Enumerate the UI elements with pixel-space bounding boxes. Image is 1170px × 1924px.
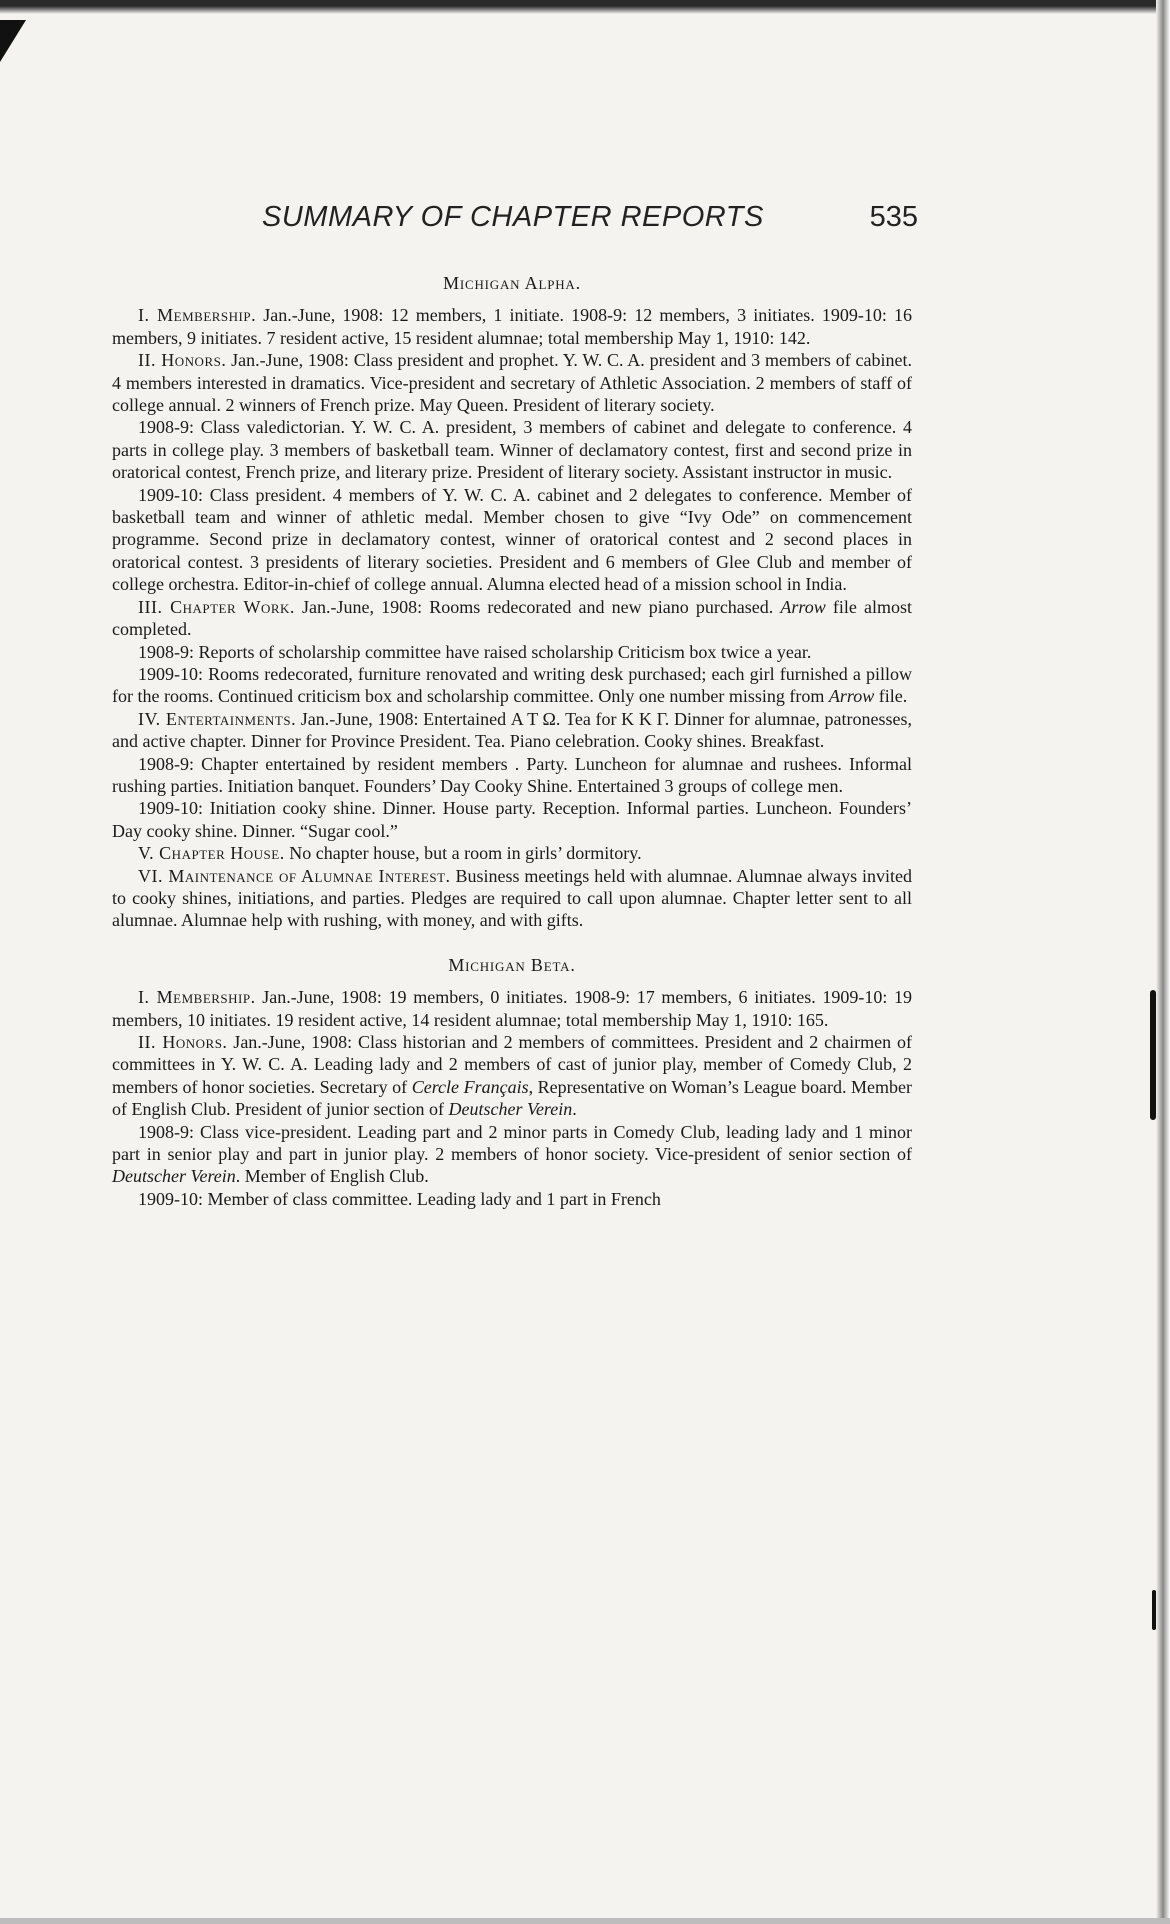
paragraph-text: Business meetings held with alumnae. Alumnae always invited to cooky shines, initiations, and parties. Pledges are required to call upon alumnae. Chapter letter sent to all alumnae. Alumnae help with rushing, with money, and with gifts. bbox=[112, 865, 913, 931]
scan-corner-mark bbox=[0, 20, 26, 62]
paragraph-text: 1908-9: Reports of scholarship committee have raised scholarship Criticism box twice a year. bbox=[138, 641, 812, 662]
page-bottom-edge bbox=[0, 1918, 1170, 1924]
paragraph bbox=[112, 1121, 912, 1188]
paragraph-text: file. bbox=[874, 686, 908, 707]
paragraph bbox=[112, 753, 912, 798]
paragraph-text: 1908-9: Chapter entertained by resident members . Party. Luncheon for alumnae and rushees. Informal rushing parties. Initiation banquet. Founders’ Day Cooky Shine. Entertained 3 groups of college men. bbox=[112, 753, 912, 796]
paragraph bbox=[112, 349, 912, 416]
paragraph-text: Jan.-June, 1908: Rooms redecorated and new piano purchased. bbox=[294, 596, 781, 617]
paragraph-text: Jan.-June, 1908: 12 members, 1 initiate. 1908-9: 12 members, 3 initiates. 1909-10: 16 members, 9 initiates. 7 resident active, 15 resident alumnae; total membership May 1, 1910: 142. bbox=[112, 305, 913, 348]
paragraph bbox=[112, 1031, 912, 1121]
paragraph-label: I. Membership. bbox=[138, 987, 256, 1008]
page-header bbox=[262, 201, 918, 241]
italic-title: Arrow bbox=[780, 596, 826, 617]
running-head: SUMMARY OF CHAPTER REPORTS bbox=[262, 201, 764, 233]
page-number: 535 bbox=[869, 201, 918, 233]
scan-top-shadow bbox=[0, 0, 1170, 30]
paragraph bbox=[112, 842, 912, 864]
paragraph bbox=[112, 641, 912, 663]
italic-title: Cercle Français bbox=[411, 1076, 529, 1097]
paragraph-text: Jan.-June, 1908: Entertained Α Τ Ω. Tea for Κ Κ Γ. Dinner for alumnae, patronesses, and active chapter. Dinner for Province President. Tea. Piano celebration. Cooky shines. Breakfast. bbox=[112, 708, 912, 752]
paragraph-text: 1909-10: Rooms redecorated, furniture renovated and writing desk purchased; each girl furnished a pillow for the rooms. Continued criticism box and scholarship committee. Only one number missing from bbox=[112, 663, 912, 707]
paragraph bbox=[112, 304, 912, 349]
paragraph-text: Jan.-June, 1908: 19 members, 0 initiates. 1908-9: 17 members, 6 initiates. 1909-10: 19 members, 10 initiates. 19 resident active, 14 resident alumnae; total membership May 1, 1910: 165. bbox=[112, 987, 912, 1030]
paragraph-text: 1909-10: Initiation cooky shine. Dinner. House party. Reception. Informal parties. Luncheon. Founders’ Day cooky shine. Dinner. “Sugar cool.” bbox=[112, 798, 912, 841]
paragraph-label: V. Chapter House. bbox=[138, 843, 285, 864]
paragraph-label: II. Honors. bbox=[138, 350, 227, 371]
paragraph bbox=[112, 708, 912, 753]
paragraph-text: 1908-9: Class vice-president. Leading part and 2 minor parts in Comedy Club, leading lady and 1 minor part in senior play and part in junior play. 2 members of honor society. Vice-president of senior section of bbox=[112, 1121, 912, 1165]
paragraph-text: file almost completed. bbox=[112, 596, 912, 640]
paragraph-label: I. Membership. bbox=[138, 305, 257, 326]
paragraph-text: . bbox=[572, 1099, 577, 1120]
paragraph-label: IV. Entertainments. bbox=[138, 708, 297, 729]
paragraph bbox=[112, 663, 912, 708]
paragraph-text: . Member of English Club. bbox=[235, 1166, 429, 1187]
italic-title: Deutscher Verein bbox=[112, 1166, 236, 1187]
paragraph-text: 1909-10: Member of class committee. Leading lady and 1 part in French bbox=[138, 1188, 661, 1209]
paragraph bbox=[112, 596, 912, 641]
page-right-edge bbox=[1156, 0, 1170, 1924]
paragraph-text: 1908-9: Class valedictorian. Y. W. C. A. president, 3 members of cabinet and delegate to conference. 4 parts in college play. 3 members of basketball team. Winner of declamatory contest, first and second prize in oratorical contest, French prize, and literary prize. President of literary society. Assistant instructor in music. bbox=[112, 417, 912, 483]
paragraph-text: 1909-10: Class president. 4 members of Y. W. C. A. cabinet and 2 delegates to conference. Member of basketball team and winner of athletic medal. Member chosen to give “Ivy Ode” on commencement programme. Second prize in declamatory contest, winner of oratorical contest and 2 second places in oratorical contest. 3 presidents of literary societies. President and 6 members of Glee Club and member of college orchestra. Editor-in-chief of college annual. Alumna elected head of a mission school in India. bbox=[112, 484, 912, 595]
paragraph-text: No chapter house, but a room in girls’ dormitory. bbox=[284, 843, 642, 864]
section-title: Michigan Beta. bbox=[448, 954, 576, 975]
paragraph-label: VI. Maintenance of Alumnae Interest. bbox=[138, 865, 451, 886]
section-title: Michigan Alpha. bbox=[443, 273, 581, 293]
italic-title: Arrow bbox=[828, 686, 875, 707]
paragraph bbox=[112, 484, 912, 596]
paragraph bbox=[112, 797, 912, 842]
paragraph bbox=[112, 1188, 912, 1210]
paragraph-text: Jan.-June, 1908: Class historian and 2 members of committees. President and 2 chairmen of committees in Y. W. C. A. Leading lady and 2 members of cast of junior play, member of Comedy Club, 2 members of honor societies. Secretary of bbox=[112, 1032, 913, 1097]
paragraph-text: , Representative on Woman’s League board. Member of English Club. President of junior section of bbox=[112, 1076, 912, 1120]
italic-title: Deutscher Verein bbox=[448, 1099, 573, 1120]
margin-mark bbox=[1150, 990, 1156, 1120]
paragraph-text: Jan.-June, 1908: Class president and prophet. Y. W. C. A. president and 3 members of cabinet. 4 members interested in dramatics. Vice-president and secretary of Athletic Association. 2 members of staff of college annual. 2 winners of French prize. May Queen. President of literary society. bbox=[112, 350, 912, 416]
paragraph bbox=[112, 986, 912, 1031]
paragraph-label: II. Honors. bbox=[138, 1032, 228, 1052]
margin-mark bbox=[1152, 1590, 1156, 1630]
paragraph bbox=[112, 416, 912, 483]
paragraph bbox=[112, 865, 912, 932]
page-body bbox=[112, 272, 912, 1210]
paragraph-label: III. Chapter Work. bbox=[138, 596, 295, 617]
